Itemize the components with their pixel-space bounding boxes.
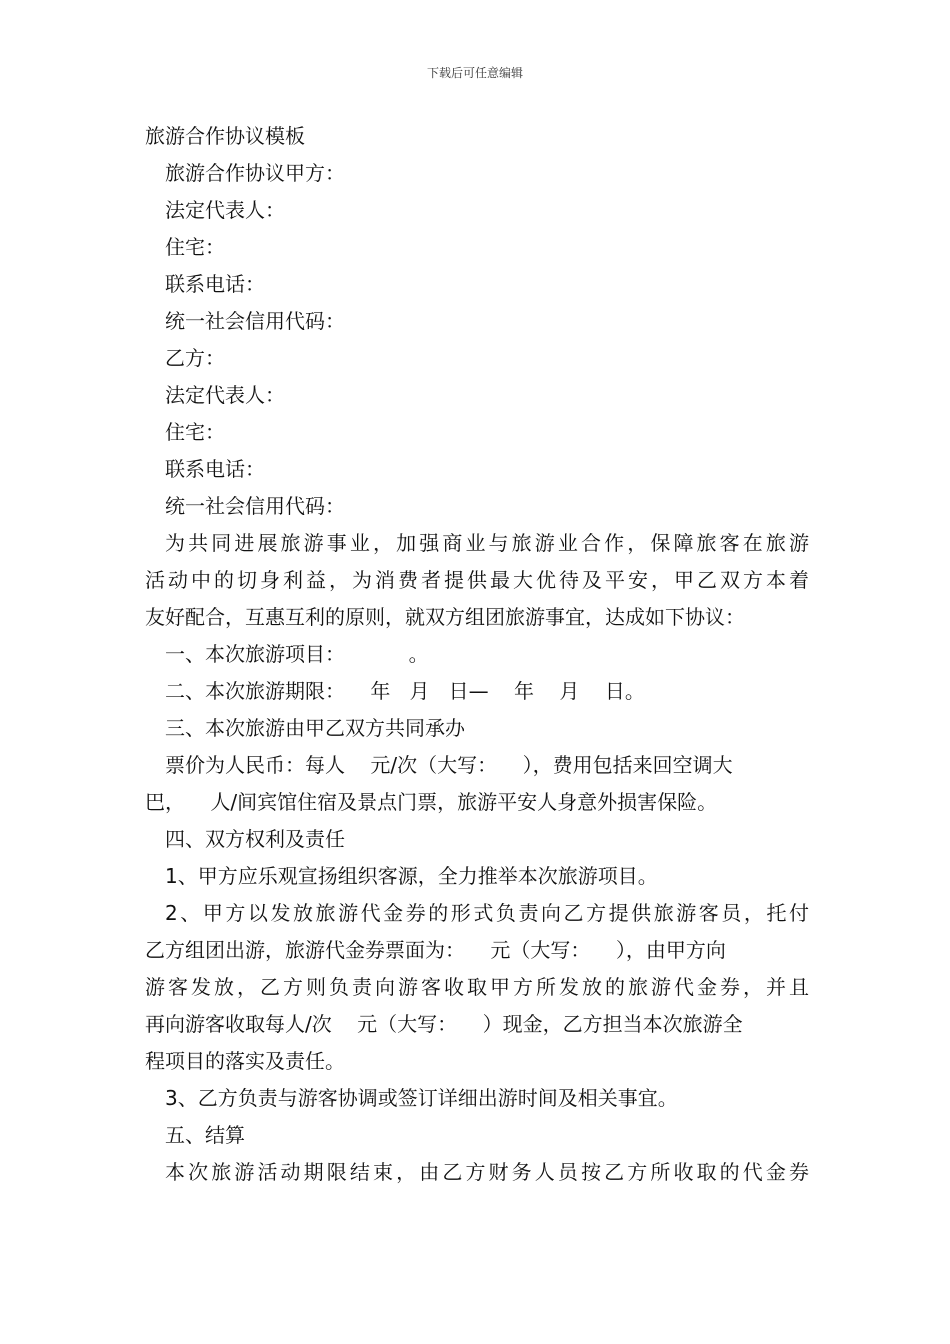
intro-line: 活动中的切身利益，为消费者提供最大优待及平安，甲乙双方本着 <box>145 568 809 592</box>
party-b-heading: 乙方： <box>165 346 225 370</box>
party-a-rep: 法定代表人： <box>165 198 285 222</box>
section-4-item-2-line: 再向游客收取每人/次 元（大写： ）现金，乙方担当本次旅游全 <box>145 1012 743 1036</box>
section-4-heading: 四、双方权利及责任 <box>165 827 345 851</box>
party-a-code: 统一社会信用代码： <box>165 309 345 333</box>
party-b-phone: 联系电话： <box>165 457 265 481</box>
section-3-price-line: 巴， 人/间宾馆住宿及景点门票，旅游平安人身意外损害保险。 <box>145 790 718 814</box>
section-4-item-1: 1、甲方应乐观宣扬组织客源，全力推举本次旅游项目。 <box>165 864 658 888</box>
document-body <box>145 118 809 1191</box>
intro-line: 友好配合，互惠互利的原则，就双方组团旅游事宜，达成如下协议： <box>145 605 745 629</box>
section-4-item-2-line: 游客发放，乙方则负责向游客收取甲方所发放的旅游代金券，并且 <box>145 975 809 999</box>
document-title: 旅游合作协议模板 <box>145 124 305 148</box>
page-header-note: 下载后可任意编辑 <box>426 66 523 80</box>
party-a-phone: 联系电话： <box>165 272 265 296</box>
intro-line: 为共同进展旅游事业，加强商业与旅游业合作，保障旅客在旅游 <box>165 531 809 555</box>
section-4-item-2-line: 乙方组团出游，旅游代金券票面为： 元（大写： ），由甲方向 <box>145 938 726 962</box>
section-4-item-2-line: 2、甲方以发放旅游代金券的形式负责向乙方提供旅游客员，托付 <box>165 901 809 925</box>
section-1-project: 一、本次旅游项目： 。 <box>165 642 429 666</box>
section-3-price-line: 票价为人民币：每人 元/次（大写： ），费用包括来回空调大 <box>165 753 733 777</box>
party-b-rep: 法定代表人： <box>165 383 285 407</box>
section-2-period: 二、本次旅游期限： 年 月 日— 年 月 日。 <box>165 679 645 703</box>
party-b-address: 住宅： <box>165 420 225 444</box>
section-5-heading: 五、结算 <box>165 1123 245 1147</box>
section-4-item-3: 3、乙方负责与游客协调或签订详细出游时间及相关事宜。 <box>165 1086 678 1110</box>
section-5-paragraph: 本次旅游活动期限结束，由乙方财务人员按乙方所收取的代金券 <box>165 1160 809 1184</box>
party-a-heading: 旅游合作协议甲方： <box>165 161 345 185</box>
party-a-address: 住宅： <box>165 235 225 259</box>
party-b-code: 统一社会信用代码： <box>165 494 345 518</box>
section-4-item-2-line: 程项目的落实及责任。 <box>145 1049 345 1073</box>
section-3-heading: 三、本次旅游由甲乙双方共同承办 <box>165 716 465 740</box>
